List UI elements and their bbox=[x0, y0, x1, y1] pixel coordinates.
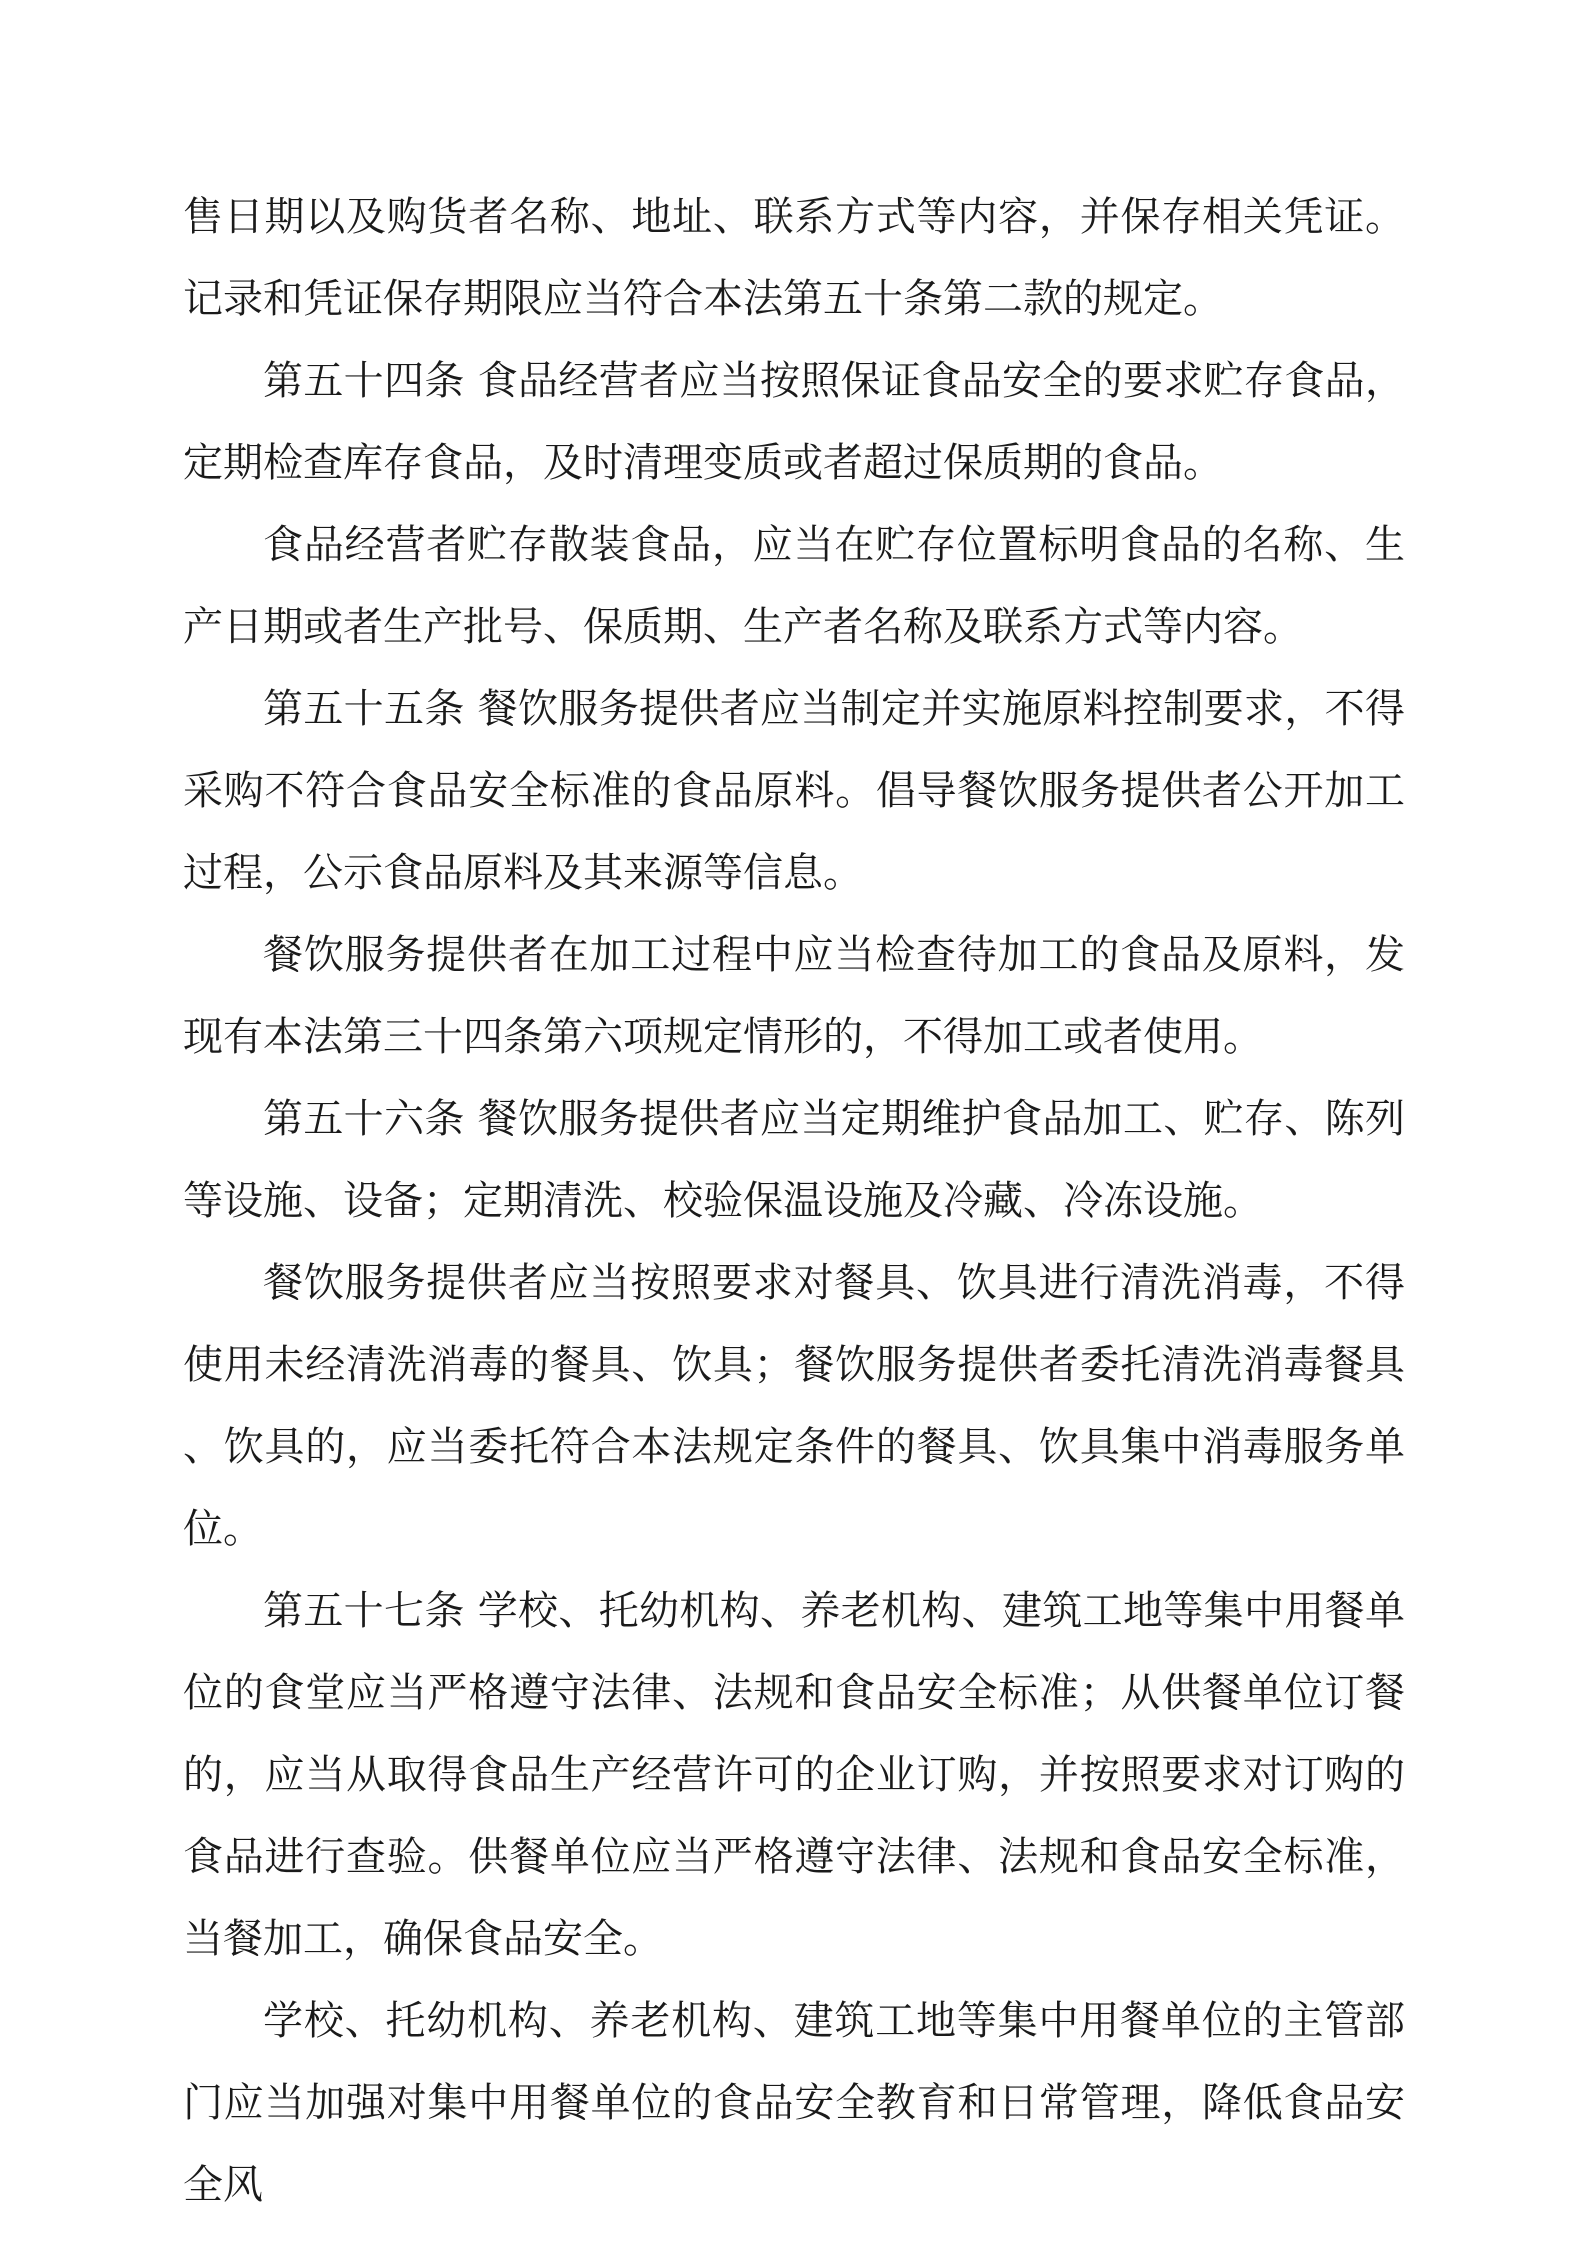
paragraph-continuation: 售日期以及购货者名称、地址、联系方式等内容，并保存相关凭证。记录和凭证保存期限应当符合本法第五十条第二款的规定。 bbox=[183, 194, 1405, 322]
paragraph-article-56: 第五十六条 餐饮服务提供者应当定期维护食品加工、贮存、陈列等设施、设备；定期清洗、校验保温设施及冷藏、冷冻设施。 bbox=[183, 1096, 1405, 1224]
paragraph-article-57: 第五十七条 学校、托幼机构、养老机构、建筑工地等集中用餐单位的食堂应当严格遵守法律、法规和食品安全标准；从供餐单位订餐的，应当从取得食品生产经营许可的企业订购，并按照要求对订购的食品进行查验。供餐单位应当严格遵守法律、法规和食品安全标准，当餐加工，确保食品安全。 bbox=[183, 1588, 1405, 1962]
paragraph-bulk-food-storage: 食品经营者贮存散装食品，应当在贮存位置标明食品的名称、生产日期或者生产批号、保质期、生产者名称及联系方式等内容。 bbox=[183, 522, 1405, 650]
paragraph-processing-inspection: 餐饮服务提供者在加工过程中应当检查待加工的食品及原料，发现有本法第三十四条第六项规定情形的，不得加工或者使用。 bbox=[183, 932, 1405, 1060]
paragraph-article-54: 第五十四条 食品经营者应当按照保证食品安全的要求贮存食品，定期检查库存食品，及时清理变质或者超过保质期的食品。 bbox=[183, 358, 1405, 486]
body-text bbox=[183, 176, 1405, 2226]
paragraph-supervising-departments: 学校、托幼机构、养老机构、建筑工地等集中用餐单位的主管部门应当加强对集中用餐单位的食品安全教育和日常管理，降低食品安全风 bbox=[183, 1998, 1405, 2208]
paragraph-article-55: 第五十五条 餐饮服务提供者应当制定并实施原料控制要求，不得采购不符合食品安全标准的食品原料。倡导餐饮服务提供者公开加工过程，公示食品原料及其来源等信息。 bbox=[183, 686, 1405, 896]
paragraph-tableware-disinfection: 餐饮服务提供者应当按照要求对餐具、饮具进行清洗消毒，不得使用未经清洗消毒的餐具、饮具；餐饮服务提供者委托清洗消毒餐具、饮具的，应当委托符合本法规定条件的餐具、饮具集中消毒服务单位。 bbox=[183, 1260, 1405, 1552]
